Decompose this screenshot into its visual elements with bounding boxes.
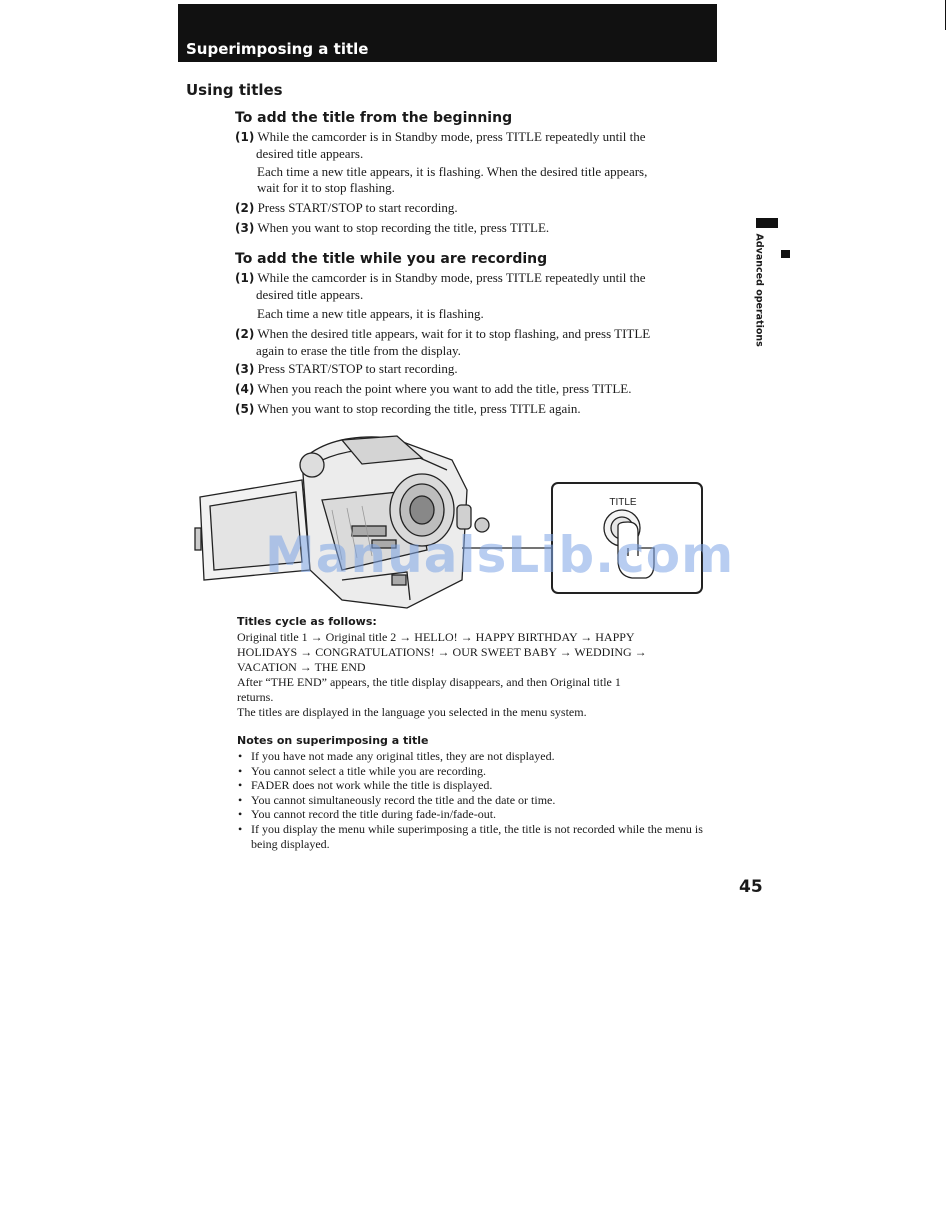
step-recording-1 [235, 270, 705, 302]
step-recording-5 [235, 401, 705, 418]
note-item: • If you have not made any original titles, they are not displayed. [237, 749, 707, 764]
side-tab-marker [756, 218, 778, 228]
side-tab-text: Advanced operations [753, 233, 765, 347]
note-item: • You cannot select a title while you are recording. [237, 764, 707, 779]
step-recording-4 [235, 381, 705, 398]
note-item: • You cannot simultaneously record the title and the date or time. [237, 793, 707, 808]
note-item: • FADER does not work while the title is displayed. [237, 778, 707, 793]
cycle-line-2: HOLIDAYS → CONGRATULATIONS! → OUR SWEET BABY → WEDDING → [237, 645, 647, 659]
page-number: 45 [739, 877, 763, 897]
cycle-after-2: returns. [237, 690, 274, 704]
note-text: Each time a new title appears, it is flashing. When the desired title appears, [257, 164, 648, 179]
note-item: • If you display the menu while superimposing a title, the title is not recorded while the menu is being displayed. [237, 822, 707, 851]
step-text-cont: desired title appears. [256, 286, 364, 302]
step-text: When you reach the point where you want to add the title, press TITLE. [257, 381, 632, 396]
step-beginning-3 [235, 220, 705, 237]
note-beginning [257, 164, 707, 195]
side-tab-label [751, 233, 767, 347]
cycle-after-1: After “THE END” appears, the title display disappears, and then Original title 1 [237, 675, 621, 689]
header-bar [178, 4, 717, 62]
cycle-line-3: VACATION → THE END [237, 660, 366, 674]
cycle-text [237, 630, 707, 720]
step-number: (5) [235, 402, 255, 416]
section-title: Using titles [186, 81, 283, 99]
watermark: ManualsLib.com [265, 526, 735, 584]
step-beginning-2 [235, 200, 705, 217]
step-number: (3) [235, 362, 255, 376]
note-text-cont: wait for it to stop flashing. [257, 179, 395, 195]
step-number: (4) [235, 382, 255, 396]
step-text: While the camcorder is in Standby mode, press TITLE repeatedly until the [257, 129, 646, 144]
step-text-cont: again to erase the title from the display. [256, 342, 461, 358]
edge-line [945, 0, 946, 30]
notes-list [237, 749, 707, 851]
step-text: Press START/STOP to start recording. [257, 200, 458, 215]
step-text: While the camcorder is in Standby mode, press TITLE repeatedly until the [257, 270, 646, 285]
step-text: Press START/STOP to start recording. [257, 361, 458, 376]
step-number: (2) [235, 201, 255, 215]
header-title: Superimposing a title [186, 40, 369, 58]
step-number: (1) [235, 271, 255, 285]
step-text-cont: desired title appears. [256, 145, 364, 161]
step-recording-3 [235, 361, 705, 378]
step-number: (2) [235, 327, 255, 341]
step-beginning-1 [235, 129, 705, 161]
title-button-label: TITLE [609, 497, 637, 508]
step-text: When you want to stop recording the title, press TITLE. [257, 220, 550, 235]
heading-from-beginning: To add the title from the beginning [235, 110, 513, 126]
step-text: When the desired title appears, wait for it to stop flashing, and press TITLE [257, 326, 651, 341]
note-item: • You cannot record the title during fade-in/fade-out. [237, 807, 707, 822]
step-number: (3) [235, 221, 255, 235]
cycle-line-1: Original title 1 → Original title 2 → HELLO! → HAPPY BIRTHDAY → HAPPY [237, 630, 635, 644]
notes-heading: Notes on superimposing a title [237, 734, 429, 747]
cycle-language-note: The titles are displayed in the language you selected in the menu system. [237, 705, 587, 719]
step-text: When you want to stop recording the title, press TITLE again. [257, 401, 581, 416]
note-recording: Each time a new title appears, it is flashing. [257, 306, 484, 321]
camcorder-mode-icon [781, 250, 790, 258]
heading-while-recording: To add the title while you are recording [235, 251, 548, 267]
cycle-heading: Titles cycle as follows: [237, 615, 377, 628]
step-number: (1) [235, 130, 255, 144]
step-recording-2 [235, 326, 705, 358]
